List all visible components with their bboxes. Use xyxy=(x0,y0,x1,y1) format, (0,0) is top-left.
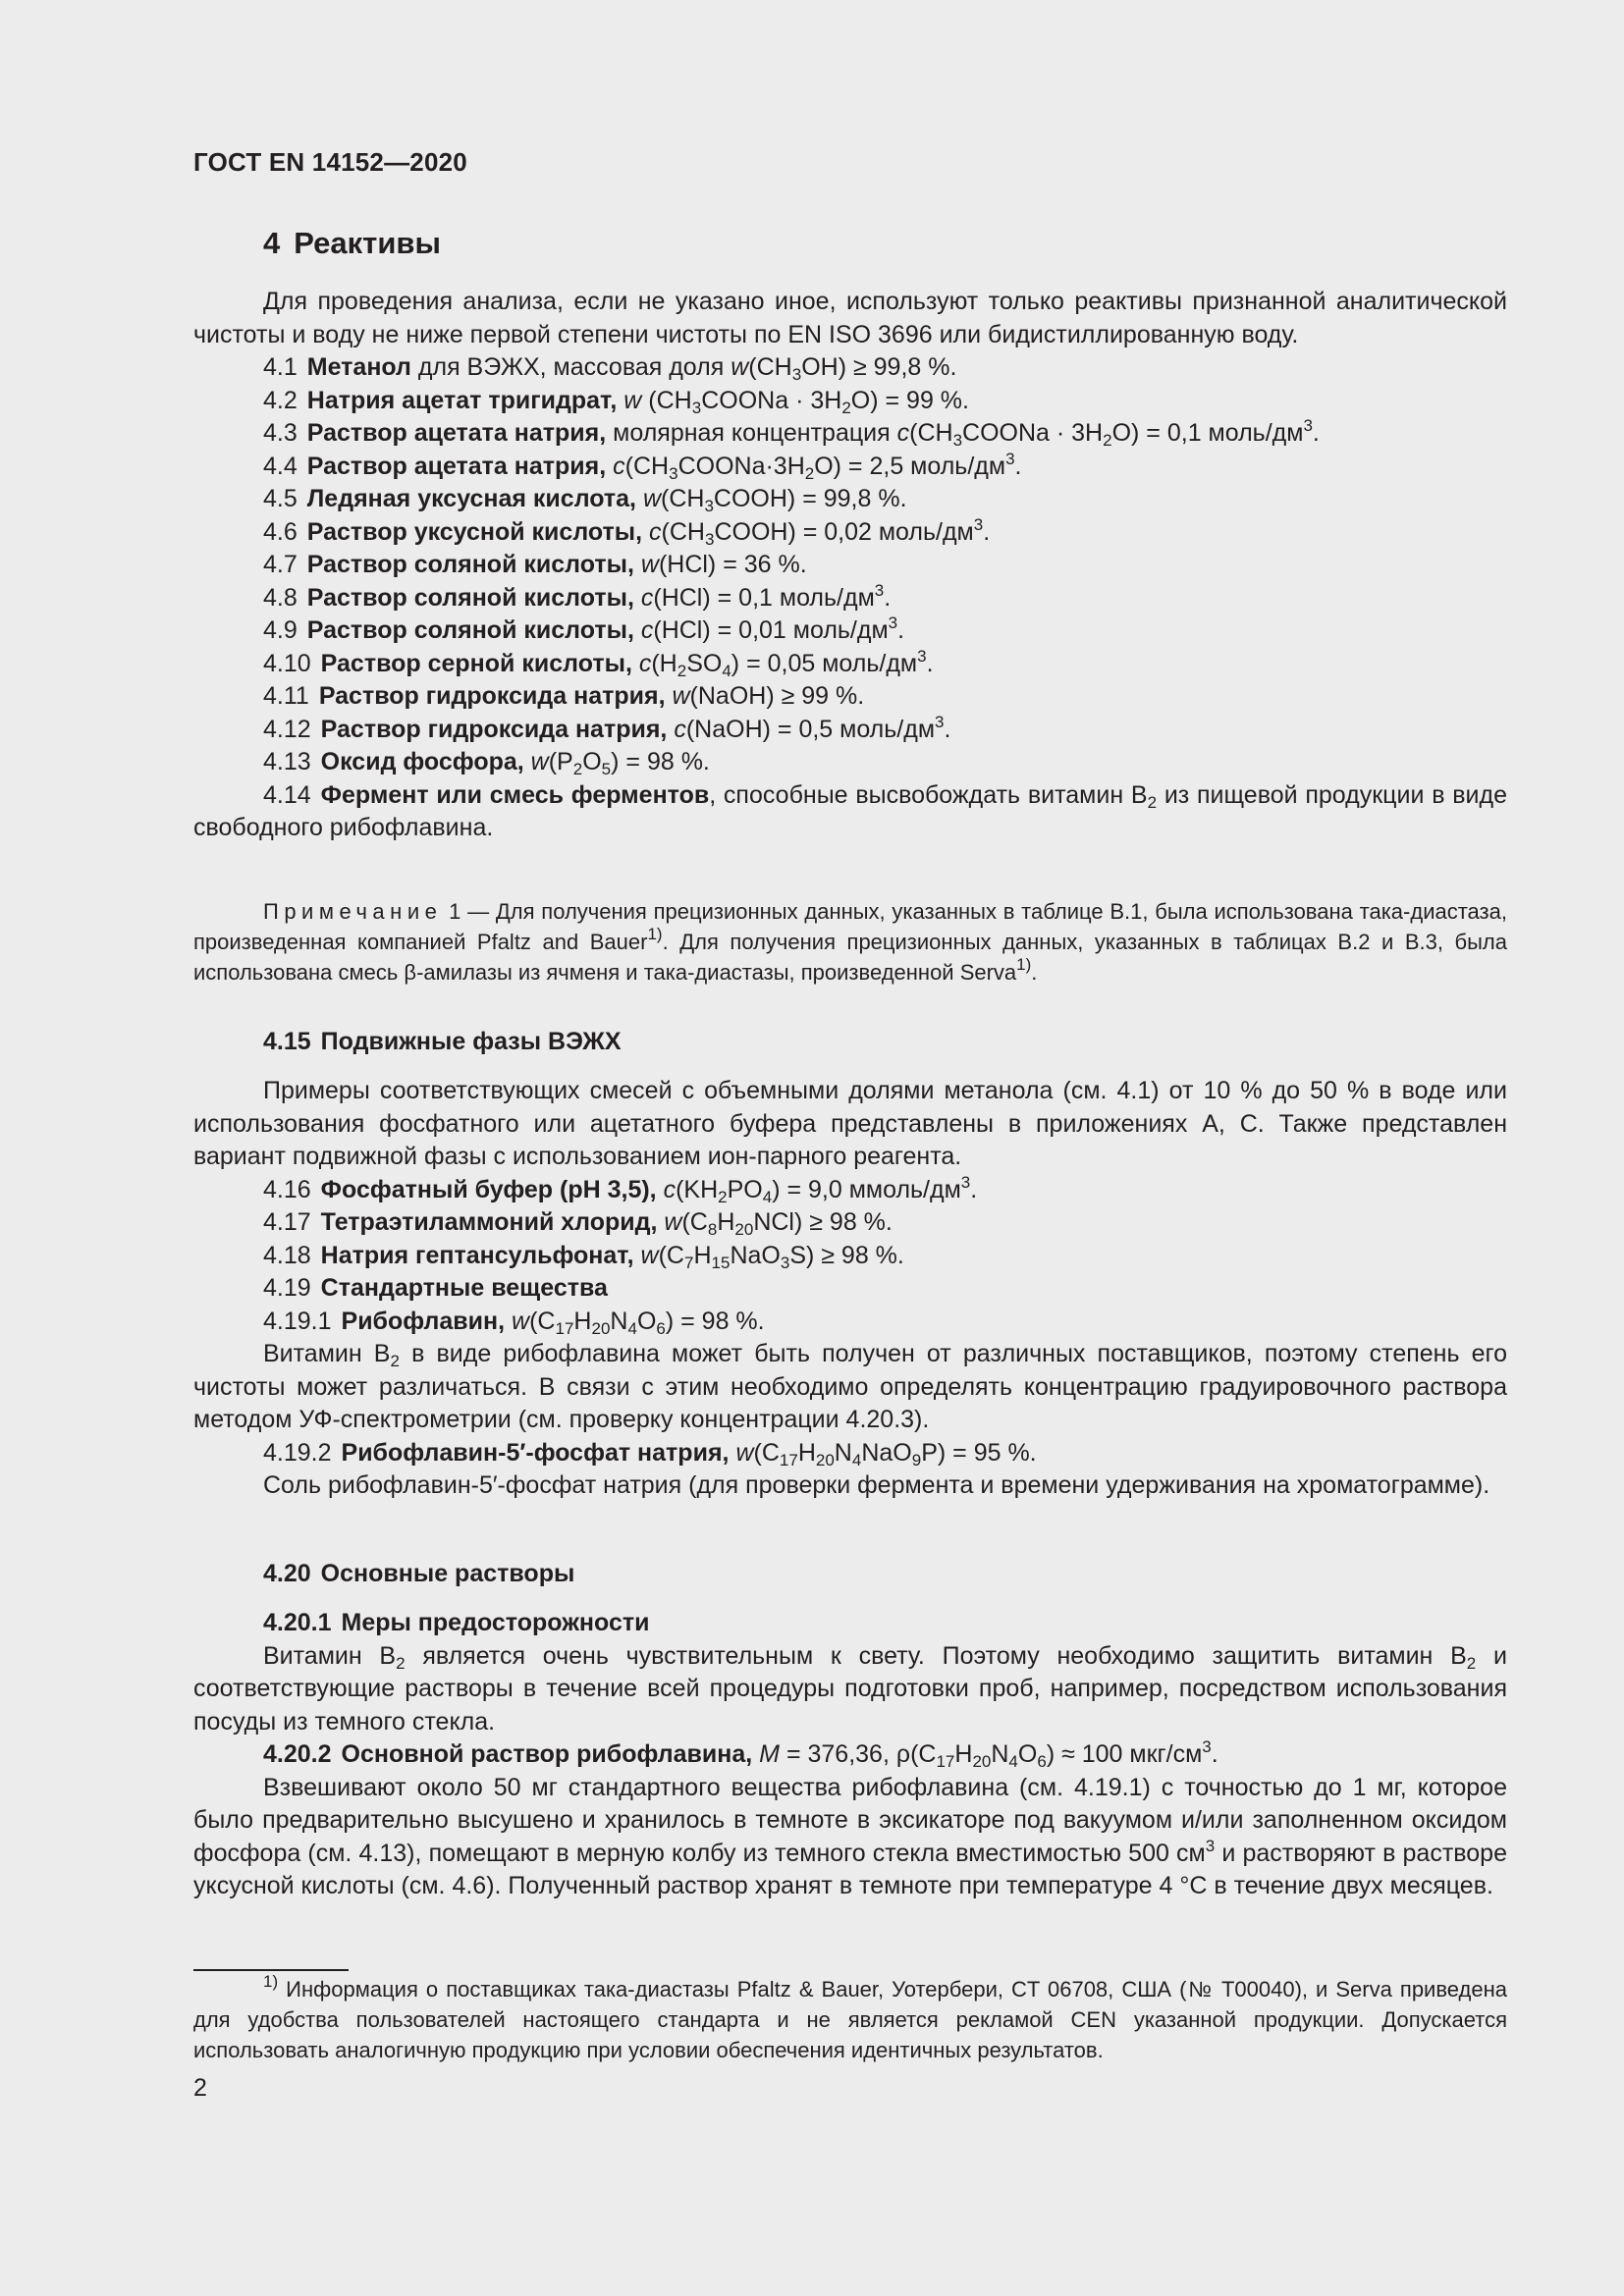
item-4-1: 4.1 Метанол для ВЭЖХ, массовая доля $w(CH_3OH) \ge 99,8$ %. xyxy=(263,353,957,384)
item-4-4: 4.4 Раствор ацетата натрия, $c(CH_3COONa\cdot 3H_2O) = 2,5$ моль/$дм^3$. xyxy=(263,449,1022,483)
item-4-3: 4.3 Раствор ацетата натрия, молярная концентрация $c(CH_3COONa \cdot 3H_2O) = 0,1$ моль/$дм^3$. xyxy=(263,416,1320,450)
section-number: 4 xyxy=(263,226,281,260)
riboflavin-phosphate-text: Соль рибофлавин-5′-фосфат натрия (для проверки фермента и времени удерживания на хроматограмме). xyxy=(263,1471,1490,1499)
mobile-phases-block xyxy=(193,1075,1507,1503)
item-4-10: 4.10 Раствор серной кислоты, $c(H_2SO_4) = 0,05$ моль/$дм^3$. xyxy=(263,646,934,680)
item-4-6: 4.6 Раствор уксусной кислоты, $c(CH_3COOH) = 0,02$ моль/$дм^3$. xyxy=(263,514,991,549)
item-4-9: 4.9 Раствор соляной кислоты, c(HCl) = 0,01 моль/$дм^3$. xyxy=(263,614,905,644)
section-4-20-heading: 4.20 Основные растворы xyxy=(263,1560,575,1587)
item-4-18: 4.18 Натрия гептансульфонат, $w(C_7H_{15}NaO_3S) \ge 98$ %. xyxy=(263,1241,904,1272)
item-4-13: 4.13 Оксид фосфора, $w(P_2O_5) = 98$ %. xyxy=(263,748,710,778)
item-4-7: 4.7 Раствор соляной кислоты, w(HCl) = 36 %. xyxy=(263,551,807,578)
section-4-20-1-heading: 4.20.1 Меры предосторожности xyxy=(263,1609,650,1636)
reagents-block xyxy=(193,286,1507,845)
stock-solutions-block xyxy=(193,1607,1507,1903)
footnote-divider xyxy=(193,1969,349,1971)
section-title: Реактивы xyxy=(294,226,441,260)
item-4-19: 4.19 Стандартные вещества xyxy=(263,1274,608,1302)
intro-paragraph: Для проведения анализа, если не указано иное, используют только реактивы признанной аналитической чистоты и воду не ниже первой степени чистоты по EN ISO 3696 или бидистиллированную воду. xyxy=(193,288,1507,348)
item-4-19-1: 4.19.1 Рибофлавин, $w(C_{17}H_{20}N_4O_6) = 98$ %. xyxy=(263,1307,765,1338)
item-4-11: 4.11 Раствор гидроксида натрия, w(NaOH) ≥ 99 %. xyxy=(263,682,865,710)
footnote-ref: 1) xyxy=(1016,955,1032,974)
page-number: 2 xyxy=(193,2074,207,2102)
item-4-16: 4.16 Фосфатный буфер (pH 3,5), $c(KH_2PO_4) = 9,0$ ммоль/$дм^3$. xyxy=(263,1172,978,1206)
item-4-12: 4.12 Раствор гидроксида натрия, c(NaOH) = 0,5 моль/$дм^3$. xyxy=(263,712,951,743)
footnote: $^{1)}$ Информация о поставщиках така-диастазы Pfaltz & Bauer, Уотербери, CT 06708, США (№ T00040), и Serva приведена для удобства пользователей настоящего стандарта и не является рекламой CEN указанной продукции. Допускается использовать аналогичную продукцию при условии обеспечения идентичных результатов. xyxy=(193,1972,1507,2062)
footnote-ref: 1) xyxy=(647,925,663,943)
section-4-15-text: Примеры соответствующих смесей с объемными долями метанола (см. 4.1) от 10 % до 50 % в воде или использования фосфатного или ацетатного буфера представлены в приложениях А, С. Также представлен вариант подвижной фазы с использованием ион-парного реагента. xyxy=(193,1077,1507,1170)
footnote-mark: 1) xyxy=(263,1972,279,1991)
note-label: Примечание xyxy=(263,899,443,924)
section-4-20-2-heading: 4.20.2 Основной раствор рибофлавина, M = 376,36, $\rho(C_{17}H_{20}N_4O_6) \approx 100$ мкг/$см^3$. xyxy=(263,1737,1218,1771)
stock-solution-text: Взвешивают около 50 мг стандартного вещества рибофлавина (см. 4.19.1) с точностью до 1 мг, которое было предварительно высушено и хранилось в темноте в эксикаторе под вакуумом и/или заполненном оксидом фосфора (см. 4.13), помещают в мерную колбу из темного стекла вместимостью 500 $см^3$ и растворяют в растворе уксусной кислоты (см. 4.6). Полученный раствор хранят в темноте при температуре 4 °С в течение двух месяцев. xyxy=(193,1773,1507,1899)
item-4-5: 4.5 Ледяная уксусная кислота, $w(CH_3COOH) = 99,8$ %. xyxy=(263,485,907,515)
item-4-14: 4.14 Фермент или смесь ферментов, способные высвобождать витамин $B_2$ из пищевой продукции в виде свободного рибофлавина. xyxy=(193,780,1507,841)
note-1: Примечание 1 — Для получения прецизионных данных, указанных в таблице В.1, была использована така-диастаза, произведенная компанией Pfaltz and Bauer$^{1)}$. Для получения прецизионных данных, указанных в таблицах В.2 и В.3, была использована смесь β-амилазы из ячменя и така-диастазы, произведенной Serva$^{1)}$. xyxy=(193,899,1507,985)
item-4-17: 4.17 Тетраэтиламмоний хлорид, $w(C_8H_{20}NCl) \ge 98$ %. xyxy=(263,1208,893,1239)
item-4-19-2: 4.19.2 Рибофлавин-5′-фосфат натрия, $w(C_{17}H_{20}N_4NaO_9P) = 95$ %. xyxy=(263,1438,1037,1469)
document-header: ГОСТ EN 14152—2020 xyxy=(193,147,467,177)
item-4-8: 4.8 Раствор соляной кислоты, c(HCl) = 0,1 моль/$дм^3$. xyxy=(263,580,892,612)
riboflavin-text: Витамин $B_2$ в виде рибофлавина может быть получен от различных поставщиков, поэтому степень его чистоты может различаться. В связи с этим необходимо определять концентрацию градуировочного раствора методом УФ-спектрометрии (см. проверку концентрации 4.20.3). xyxy=(193,1340,1508,1433)
section-4-heading xyxy=(263,226,441,261)
item-4-2: 4.2 Натрия ацетат тригидрат, w $(CH_3COONa \cdot 3H_2O) = 99$ %. xyxy=(263,386,969,417)
section-4-15-heading: 4.15 Подвижные фазы ВЭЖХ xyxy=(263,1028,622,1055)
precautions-text: Витамин $B_2$ является очень чувствительным к свету. Поэтому необходимо защитить витамин $B_2$ и соответствующие растворы в течение всей процедуры подготовки проб, например, посредством использования посуды из темного стекла. xyxy=(193,1641,1507,1735)
